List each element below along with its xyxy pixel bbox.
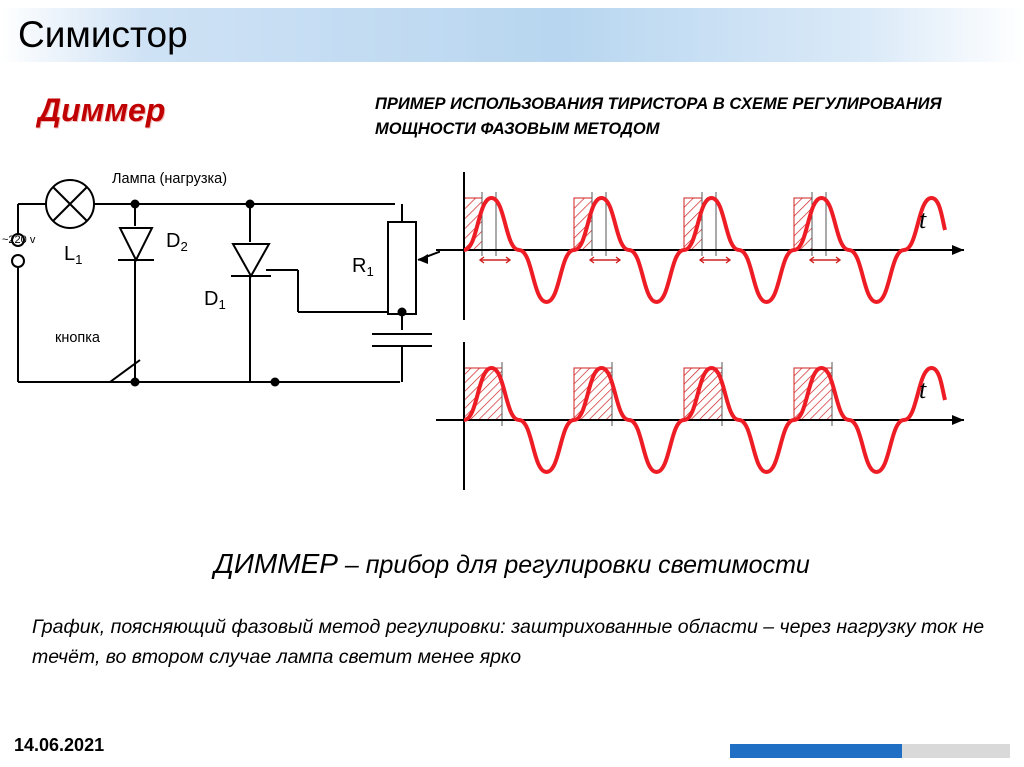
footer-date: 14.06.2021 <box>14 735 105 755</box>
junction-dot-2 <box>246 200 255 209</box>
progress-bar-track <box>730 744 1010 758</box>
definition-rest: – прибор для регулировки светимости <box>337 551 810 579</box>
label-diode-d2: $D_2$ <box>166 230 188 255</box>
junction-dot-5 <box>398 308 407 317</box>
circuit-svg <box>0 160 440 410</box>
junction-dot-3 <box>131 378 140 387</box>
label-resistor-r1: $R_1$ <box>352 255 374 280</box>
diode-d2-triangle <box>120 228 152 260</box>
junction-dot-4 <box>271 378 280 387</box>
example-caption: ПРИМЕР ИСПОЛЬЗОВАНИЯ ТИРИСТОРА В СХЕМЕ РЕГУЛИРОВАНИЯ МОЩНОСТИ ФАЗОВЫМ МЕТОДОМ <box>375 95 942 138</box>
resistor-r1-body <box>388 222 416 314</box>
waveform-svg <box>424 160 1024 520</box>
circuit-schematic <box>0 160 440 410</box>
terminal-bottom <box>12 255 24 267</box>
definition-term: ДИММЕР <box>214 548 338 579</box>
plot-top <box>436 172 964 320</box>
label-thyristor-d1: $D_1$ <box>204 288 226 313</box>
progress-bar-fill <box>730 744 902 758</box>
thyristor-d1-triangle <box>233 244 269 276</box>
x-axis-label-top: t <box>919 205 927 234</box>
explanation-text: График, поясняющий фазовый метод регулировки: заштрихованные области – через нагрузку ток не течёт, во втором случае лампа светит менее ярко <box>32 616 985 668</box>
label-lamp-load: Лампа (нагрузка) <box>112 171 228 187</box>
junction-dot-1 <box>131 200 140 209</box>
plot-bottom <box>436 342 964 490</box>
dimmer-heading: Диммер <box>38 92 166 128</box>
x-axis-arrow-bottom <box>952 415 964 425</box>
waveform-plots <box>424 160 1024 520</box>
x-axis-arrow-top <box>952 245 964 255</box>
label-lamp-designator: $L_1$ <box>64 243 83 268</box>
label-button: кнопка <box>55 330 100 346</box>
x-axis-label-bottom: t <box>919 375 927 404</box>
page-title: Симистор <box>18 14 188 55</box>
label-supply-voltage: ~220 v <box>2 234 36 246</box>
definition-line <box>0 548 1024 580</box>
